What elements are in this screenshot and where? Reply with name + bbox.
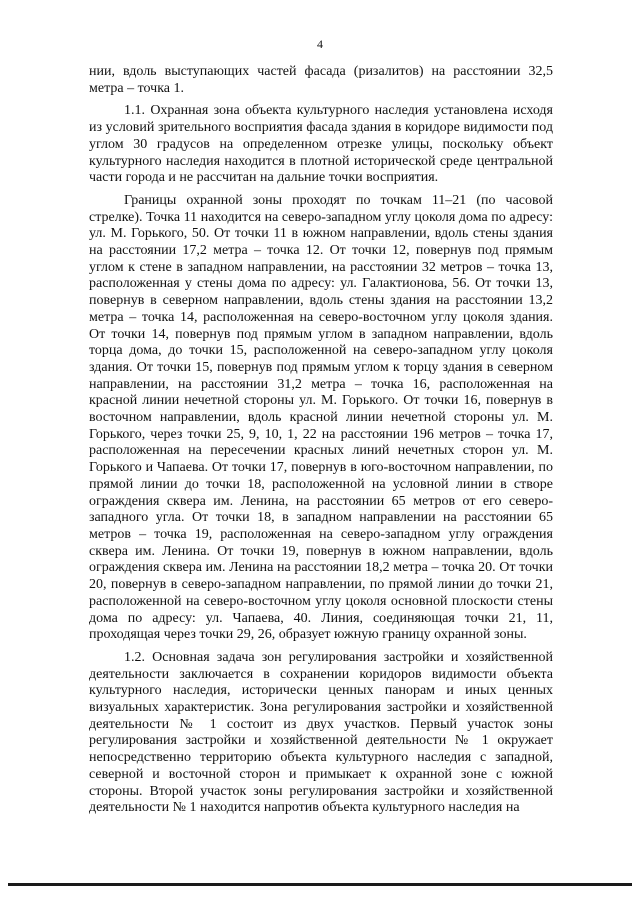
paragraph-1-1-protection-zone: 1.1. Охранная зона объекта культурного наследия установлена исходя из условий зрительного восприятия фасада здания в коридоре видимости под углом 30 градусов на определенном отрезке улицы, поскольку объект культурного наследия находится в плотной исторической среде центральной части города и не рассчитан на дальние точки восприятия. [89, 103, 553, 186]
paragraph-continuation: нии, вдоль выступающих частей фасада (ризалитов) на расстоянии 32,5 метра – точка 1. [89, 64, 553, 96]
bottom-border-line [8, 883, 632, 886]
paragraph-zone-boundaries: Границы охранной зоны проходят по точкам 11–21 (по часовой стрелке). Точка 11 находится на северо-западном углу цоколя дома по адресу: ул. М. Горького, 50. От точки 11 в южном направлении, вдоль стены здания на расстоянии 17,2 метра – точка 12. От точки 12, повернув под прямым углом к стене в западном направлении, на расстоянии 32 метров – точка 13, расположенная у стены дома по адресу: ул. Галактионова, 56. От точки 13, повернув в северном направлении, вдоль стены здания на расстоянии 13,2 метра – точка 14, расположенная на северо-восточном углу цоколя здания. От точки 14, повернув под прямым углом в западном направлении, вдоль торца дома, до точки 15, расположенной на северо-западном углу цоколя здания. От точки 15, повернув под прямым углом к торцу здания в северном направлении, на расстоянии 31,2 метра – точка 16, расположенная на красной линии нечетной стороны ул. М. Горького. От точки 16, повернув в восточном направлении, вдоль красной линии нечетной стороны ул. М. Горького, через точки 25, 9, 10, 1, 22 на расстоянии 196 метров – точка 17, расположенная на пересечении красных линий нечетных сторон ул. М. Горького и Чапаева. От точки 17, повернув в юго-восточном направлении, по прямой линии до точки 18, расположенной на условной линии в створе ограждения сквера им. Ленина, на расстоянии 65 метров от его северо-западного угла. От точки 18, в западном направлении на расстоянии 65 метров – точка 19, расположенная на северо-западном углу ограждения сквера им. Ленина. От точки 19, повернув в южном направлении, вдоль ограждения сквера им. Ленина на расстоянии 18,2 метра – точка 20. От точки 20, повернув в северо-западном направлении, по прямой линии до точки 21, расположенной на северо-восточном углу цоколя основной плоскости стены дома по адресу: ул. Чапаева, 40. Линия, соединяющая точки 21, 11, проходящая через точки 29, 26, образует южную границу охранной зоны. [89, 192, 553, 643]
document-body [89, 64, 553, 817]
paragraph-1-2-regulation-zones: 1.2. Основная задача зон регулирования застройки и хозяйственной деятельности заключается в сохранении коридоров видимости объекта культурного наследия, исторически ценных панорам и иных ценных визуальных характеристик. Зона регулирования застройки и хозяйственной деятельности № 1 состоит из двух участков. Первый участок зоны регулирования застройки и хозяйственной деятельности № 1 окружает непосредственно территорию объекта культурного наследия с западной, северной и восточной сторон и примыкает к охранной зоне с южной стороны. Второй участок зоны регулирования застройки и хозяйственной деятельности № 1 находится напротив объекта культурного наследия на [89, 649, 553, 816]
page-number: 4 [317, 37, 323, 51]
